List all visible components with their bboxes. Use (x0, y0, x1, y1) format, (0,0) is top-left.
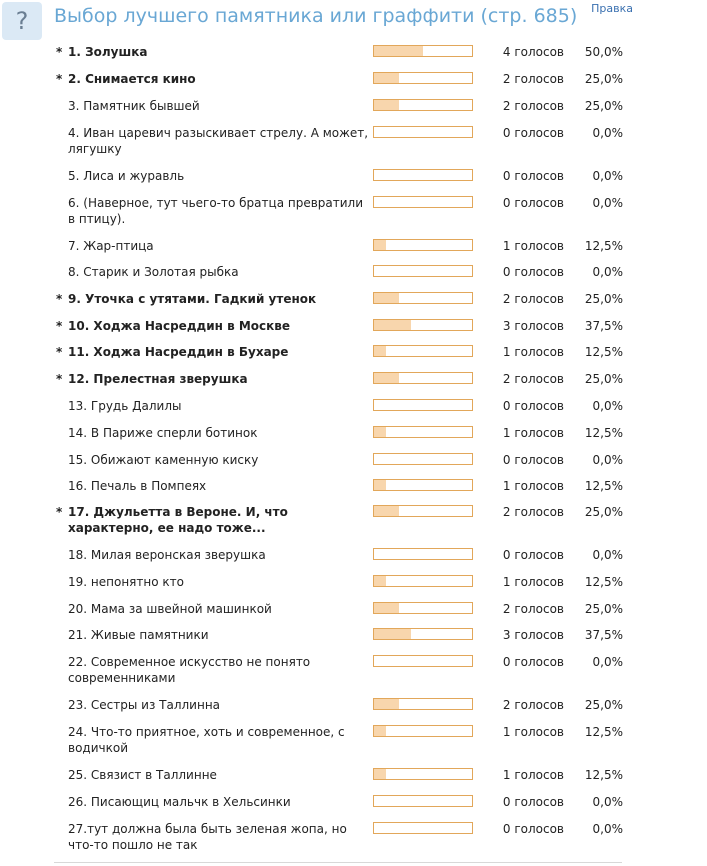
vote-bar (373, 768, 473, 780)
vote-count: 1 голосов (502, 345, 564, 359)
vote-count: 0 голосов (502, 265, 564, 279)
vote-percent: 0,0% (592, 795, 623, 809)
vote-count: 0 голосов (502, 655, 564, 669)
poll-option-label: 18. Милая веронская зверушка (68, 548, 266, 562)
poll-option-label: 20. Мама за швейной машинкой (68, 602, 272, 616)
vote-count: 0 голосов (502, 399, 564, 413)
poll-option-label: 3. Памятник бывшей (68, 99, 200, 113)
vote-percent: 25,0% (584, 698, 623, 712)
poll-option-label: 19. непонятно кто (68, 575, 184, 589)
vote-count: 0 голосов (502, 822, 564, 836)
poll-option-label: 7. Жар-птица (68, 239, 154, 253)
vote-bar (373, 505, 473, 517)
poll-option-label: 9. Уточка с утятами. Гадкий утенок (68, 292, 317, 306)
vote-bar (373, 45, 473, 57)
vote-count: 1 голосов (502, 239, 564, 253)
vote-bar-fill (374, 699, 399, 709)
vote-bar (373, 725, 473, 737)
winner-marker: * (56, 72, 63, 86)
poll-option-label: 13. Грудь Далилы (68, 399, 182, 413)
vote-count: 2 голосов (502, 72, 564, 86)
vote-bar (373, 628, 473, 640)
vote-bar (373, 126, 473, 138)
poll-option-label: 21. Живые памятники (68, 628, 209, 642)
vote-bar (373, 292, 473, 304)
vote-bar-fill (374, 726, 386, 736)
vote-bar (373, 265, 473, 277)
vote-bar (373, 453, 473, 465)
vote-bar (373, 345, 473, 357)
vote-percent: 25,0% (584, 72, 623, 86)
vote-bar (373, 99, 473, 111)
winner-marker: * (56, 319, 63, 333)
vote-percent: 37,5% (584, 319, 623, 333)
vote-bar-fill (374, 629, 411, 639)
vote-percent: 25,0% (584, 602, 623, 616)
vote-percent: 37,5% (584, 628, 623, 642)
poll-option-label: 5. Лиса и журавль (68, 169, 185, 183)
poll-option-label: 6. (Наверное, тут чьего-то братца превратили в птицу). (68, 196, 364, 226)
poll-option-label: 10. Ходжа Насреддин в Москве (68, 319, 291, 333)
vote-bar-fill (374, 346, 386, 356)
vote-percent: 12,5% (584, 575, 623, 589)
vote-count: 1 голосов (502, 725, 564, 739)
vote-bar (373, 548, 473, 560)
vote-percent: 25,0% (584, 292, 623, 306)
vote-count: 0 голосов (502, 126, 564, 140)
poll-option-label: 17. Джульетта в Вероне. И, что характерно, ее надо тоже... (68, 505, 288, 535)
winner-marker: * (56, 292, 63, 306)
vote-percent: 0,0% (592, 655, 623, 669)
vote-percent: 0,0% (592, 169, 623, 183)
poll-option-label: 15. Обижают каменную киску (68, 453, 259, 467)
poll-option-label: 8. Старик и Золотая рыбка (68, 265, 239, 279)
vote-bar-fill (374, 769, 386, 779)
vote-count: 0 голосов (502, 169, 564, 183)
winner-marker: * (56, 345, 63, 359)
poll-title: Выбор лучшего памятника или граффити (стр. 685) (54, 5, 578, 27)
vote-count: 2 голосов (502, 292, 564, 306)
vote-bar-fill (374, 100, 399, 110)
poll-option-label: 22. Современное искусство не понято современниками (68, 655, 311, 685)
vote-bar-fill (374, 73, 399, 83)
vote-bar-fill (374, 293, 399, 303)
vote-percent: 12,5% (584, 345, 623, 359)
vote-percent: 0,0% (592, 548, 623, 562)
vote-percent: 0,0% (592, 453, 623, 467)
winner-marker: * (56, 372, 63, 386)
vote-bar-fill (374, 576, 386, 586)
divider (54, 862, 622, 863)
poll-option-label: 1. Золушка (68, 45, 148, 59)
vote-percent: 12,5% (584, 725, 623, 739)
poll-option-label: 26. Писающиц мальчк в Хельсинки (68, 795, 291, 809)
poll-option-label: 23. Сестры из Таллинна (68, 698, 221, 712)
vote-bar-fill (374, 240, 386, 250)
vote-percent: 0,0% (592, 196, 623, 210)
vote-bar-fill (374, 320, 411, 330)
vote-count: 2 голосов (502, 505, 564, 519)
vote-bar-fill (374, 603, 399, 613)
vote-bar (373, 426, 473, 438)
vote-bar (373, 399, 473, 411)
vote-percent: 0,0% (592, 399, 623, 413)
vote-bar-fill (374, 480, 386, 490)
poll-option-label: 25. Связист в Таллинне (68, 768, 217, 782)
vote-percent: 12,5% (584, 239, 623, 253)
winner-marker: * (56, 505, 63, 519)
vote-count: 2 голосов (502, 99, 564, 113)
winner-marker: * (56, 45, 63, 59)
vote-bar (373, 822, 473, 834)
vote-count: 2 голосов (502, 602, 564, 616)
vote-count: 3 голосов (502, 319, 564, 333)
vote-bar-fill (374, 46, 423, 56)
poll-option-label: 4. Иван царевич разыскивает стрелу. А может, лягушку (68, 126, 369, 156)
vote-bar (373, 479, 473, 491)
poll-option-label: 24. Что-то приятное, хоть и современное, с водичкой (68, 725, 345, 755)
poll-option-label: 11. Ходжа Насреддин в Бухаре (68, 345, 289, 359)
vote-percent: 0,0% (592, 126, 623, 140)
vote-count: 1 голосов (502, 426, 564, 440)
vote-count: 1 голосов (502, 575, 564, 589)
vote-count: 1 голосов (502, 768, 564, 782)
vote-count: 2 голосов (502, 698, 564, 712)
vote-bar-fill (374, 373, 399, 383)
poll-option-label: 2. Снимается кино (68, 72, 196, 86)
vote-bar (373, 575, 473, 587)
vote-count: 0 голосов (502, 196, 564, 210)
vote-bar (373, 319, 473, 331)
poll-option-label: 12. Прелестная зверушка (68, 372, 248, 386)
vote-percent: 12,5% (584, 426, 623, 440)
vote-percent: 12,5% (584, 768, 623, 782)
vote-bar-fill (374, 506, 399, 516)
vote-bar-fill (374, 427, 386, 437)
poll-option-label: 14. В Париже сперли ботинок (68, 426, 258, 440)
vote-count: 0 голосов (502, 548, 564, 562)
vote-count: 4 голосов (502, 45, 564, 59)
vote-count: 1 голосов (502, 479, 564, 493)
vote-bar (373, 372, 473, 384)
vote-percent: 50,0% (584, 45, 623, 59)
vote-percent: 0,0% (592, 265, 623, 279)
vote-percent: 25,0% (584, 505, 623, 519)
vote-percent: 25,0% (584, 372, 623, 386)
poll-option-label: 27.тут должна была быть зеленая жопа, но что-то пошло не так (68, 822, 347, 852)
vote-percent: 12,5% (584, 479, 623, 493)
edit-link[interactable]: Правка (591, 2, 633, 15)
vote-percent: 25,0% (584, 99, 623, 113)
poll-option-label: 16. Печаль в Помпеях (68, 479, 207, 493)
question-mark-icon: ? (2, 2, 42, 40)
vote-bar (373, 698, 473, 710)
vote-bar (373, 169, 473, 181)
vote-bar (373, 196, 473, 208)
vote-count: 0 голосов (502, 453, 564, 467)
vote-count: 3 голосов (502, 628, 564, 642)
vote-bar (373, 655, 473, 667)
vote-bar (373, 602, 473, 614)
vote-percent: 0,0% (592, 822, 623, 836)
vote-bar (373, 239, 473, 251)
vote-count: 2 голосов (502, 372, 564, 386)
vote-bar (373, 795, 473, 807)
vote-count: 0 голосов (502, 795, 564, 809)
vote-bar (373, 72, 473, 84)
